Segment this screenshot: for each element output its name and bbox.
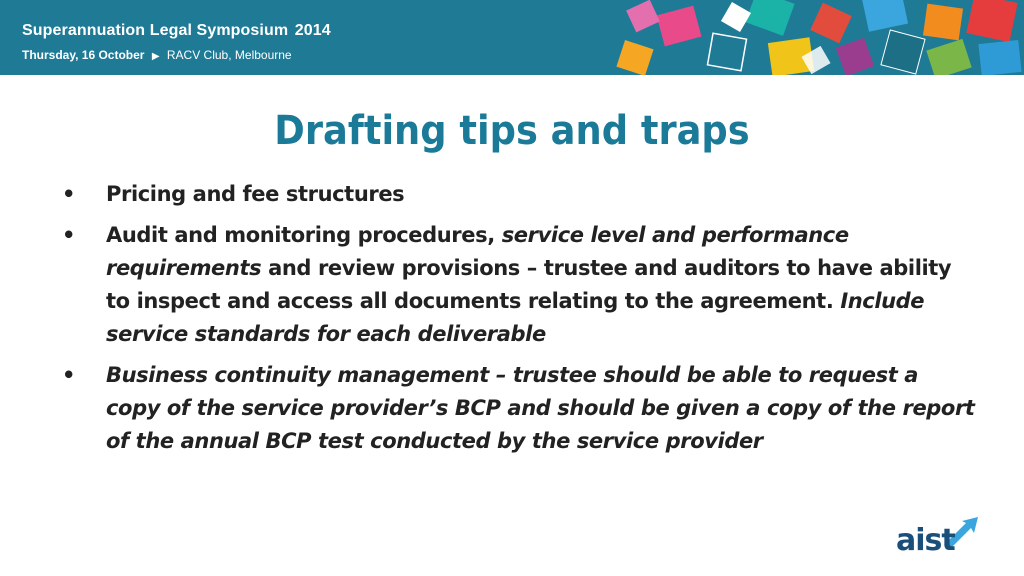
play-arrow-icon: ▶ bbox=[151, 51, 160, 62]
bullet-text bbox=[106, 219, 976, 351]
bullet-text-italic: Include service standards for each deliverable bbox=[106, 289, 925, 346]
event-date: Thursday, 16 October bbox=[22, 48, 145, 62]
bullet-text-italic: Business continuity management – trustee should be able to request a copy of the service provider’s BCP and should be given a copy of the report of the annual BCP test conducted by the service provider bbox=[106, 363, 975, 453]
bullet-text-part: Pricing and fee structures bbox=[106, 182, 405, 206]
bullet-text-part: Audit and monitoring procedures, bbox=[106, 223, 502, 247]
aist-logo bbox=[896, 515, 996, 560]
header-banner bbox=[0, 0, 1024, 75]
bullet-icon: • bbox=[62, 182, 76, 206]
event-name: Superannuation Legal Symposium bbox=[22, 22, 289, 39]
list-item bbox=[56, 359, 976, 458]
bullet-text bbox=[106, 178, 976, 211]
puzzle-piece-icon bbox=[616, 0, 1021, 75]
slide-title: Drafting tips and traps bbox=[274, 108, 750, 154]
bullet-icon: • bbox=[62, 363, 76, 387]
event-title bbox=[22, 22, 331, 40]
event-details bbox=[22, 48, 292, 62]
event-year: 2014 bbox=[294, 22, 331, 39]
bullet-text-part: and review provisions – trustee and auditors to have ability to inspect and access all documents relating to the agreement. bbox=[106, 256, 952, 313]
bullet-icon: • bbox=[62, 223, 76, 247]
logo-text: aist bbox=[896, 523, 955, 558]
list-item bbox=[56, 219, 976, 351]
event-venue: RACV Club, Melbourne bbox=[166, 48, 292, 62]
puzzle-pieces-graphic bbox=[600, 0, 1024, 75]
bullet-list bbox=[56, 178, 976, 466]
bullet-text bbox=[106, 359, 976, 458]
bullet-text-italic: service level and performance requirements bbox=[106, 223, 849, 280]
list-item bbox=[56, 178, 976, 211]
